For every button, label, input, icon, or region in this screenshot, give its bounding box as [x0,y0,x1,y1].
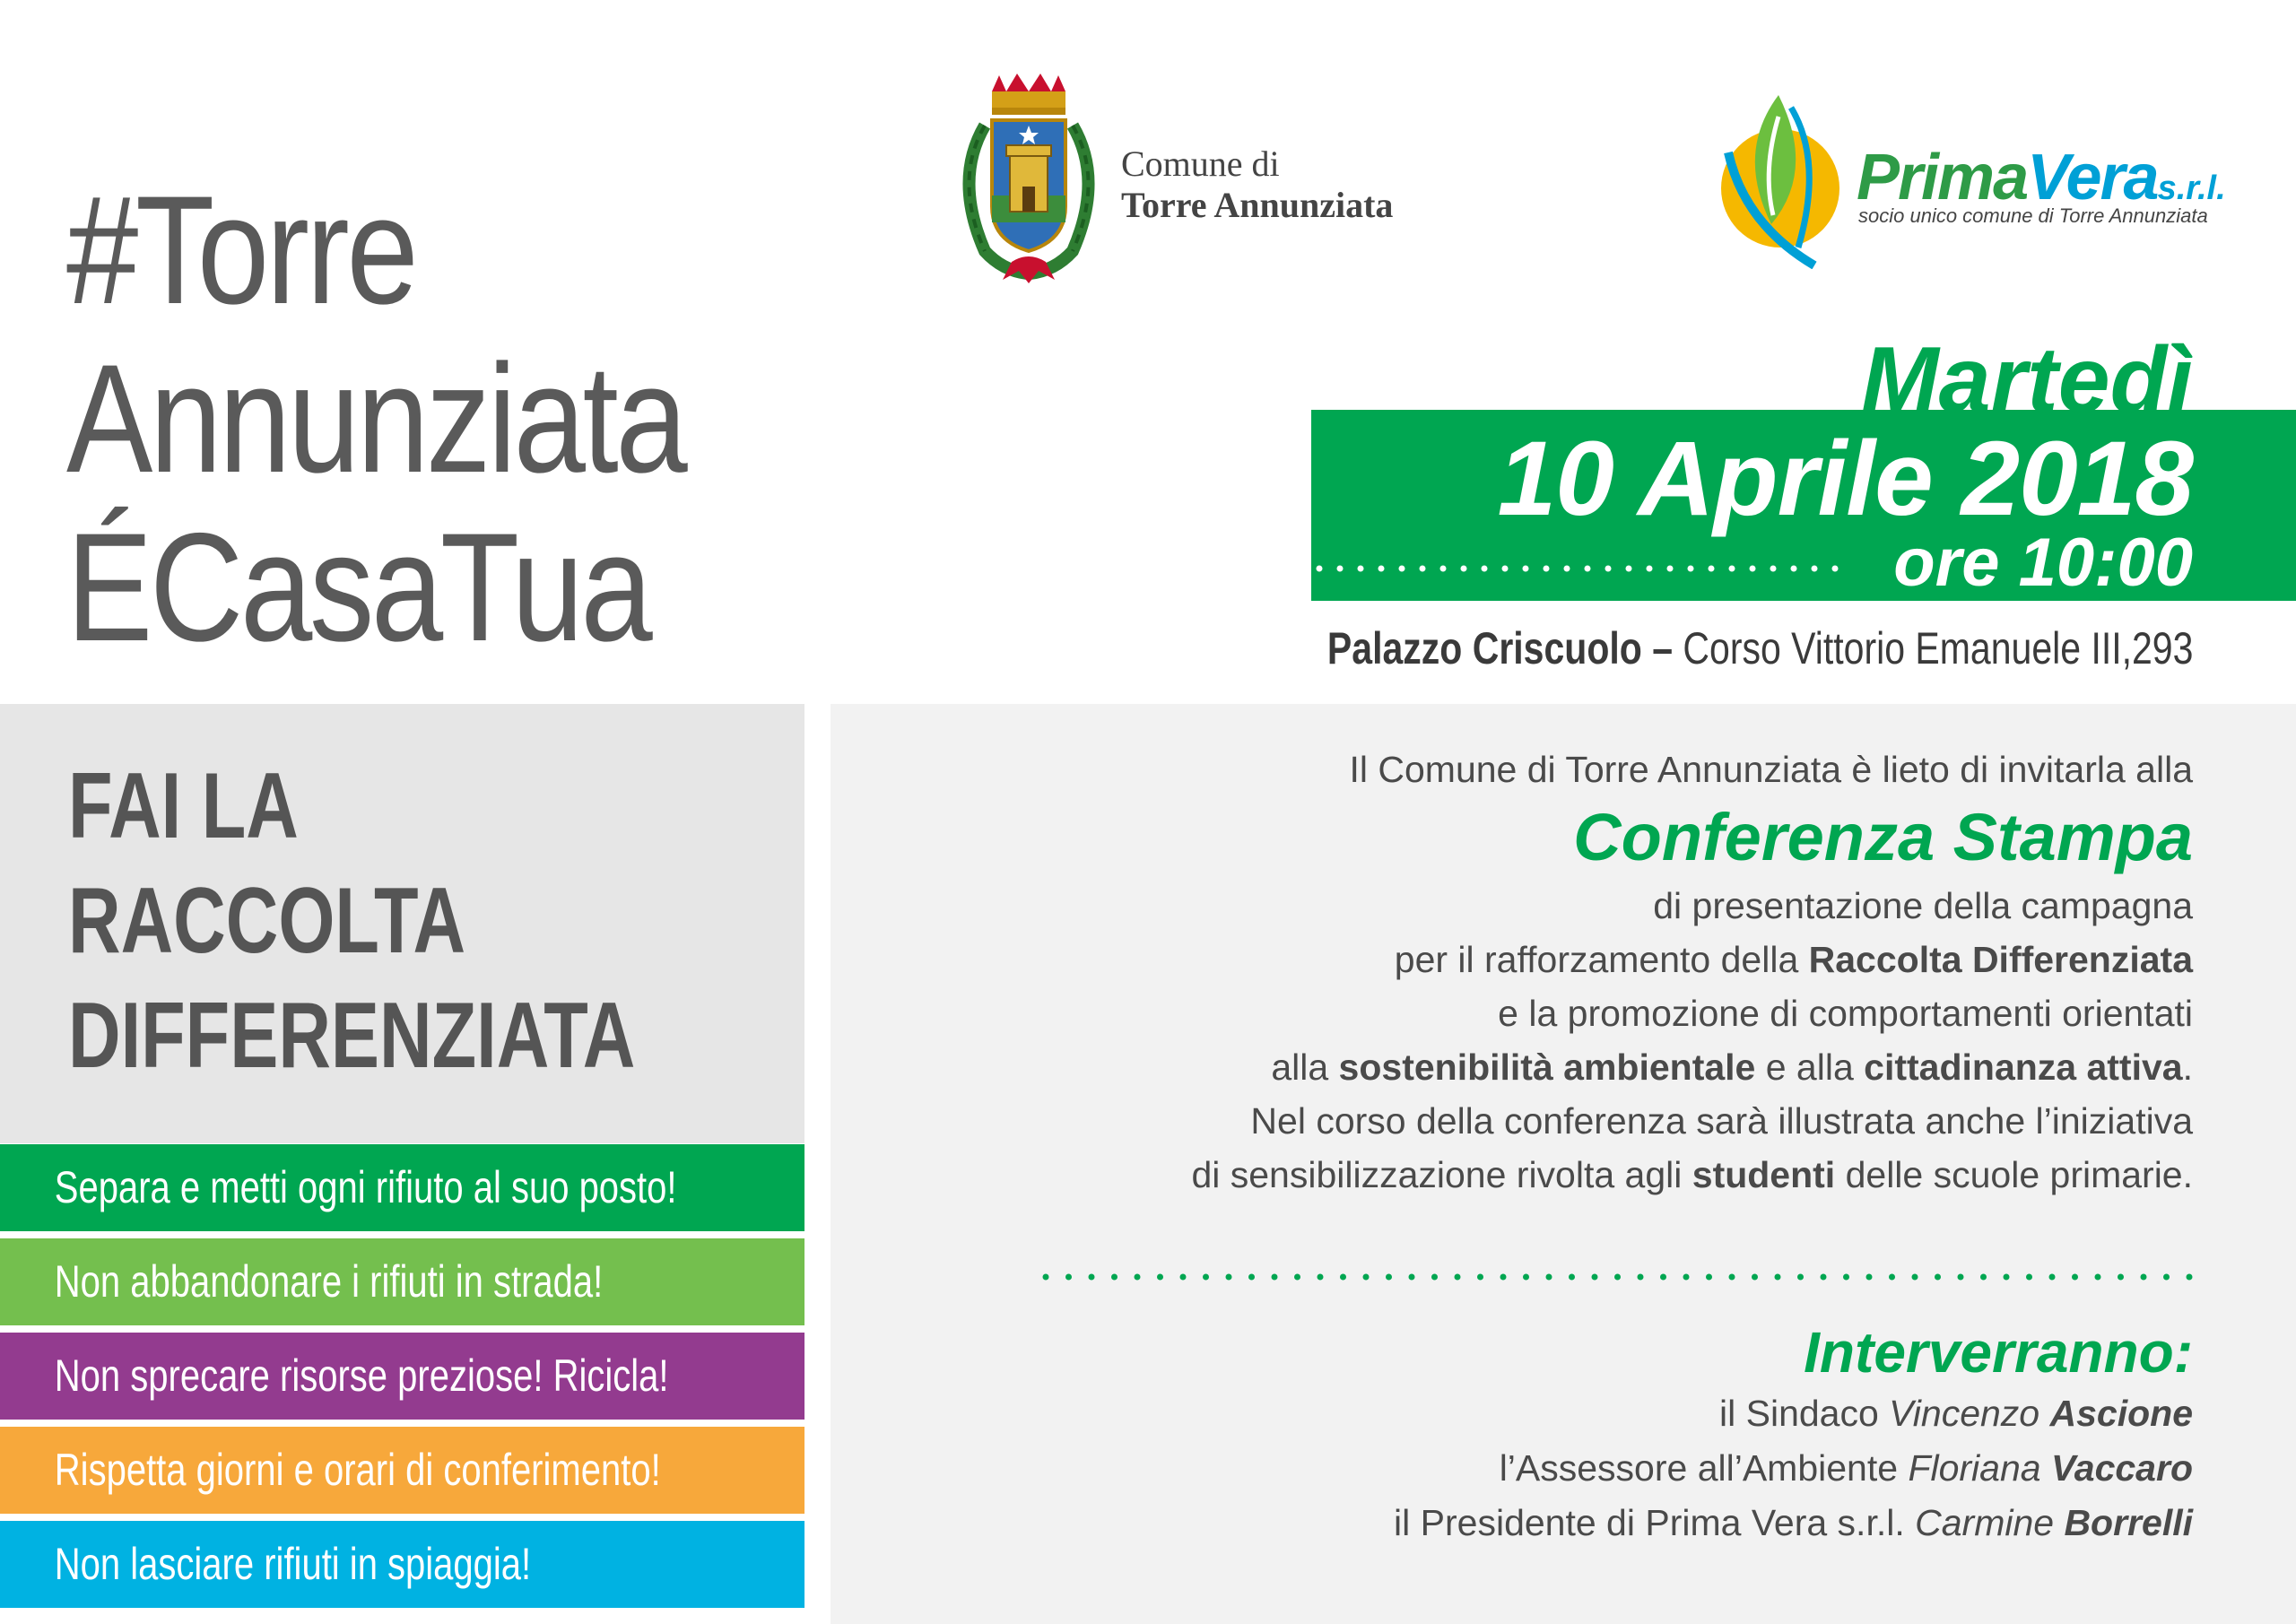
primavera-name-vera: Vera [2027,142,2158,213]
invitation-line-6-a: di sensibilizzazione rivolta agli [1191,1154,1692,1195]
invitation-line-6-c: delle scuole primarie. [1835,1154,2193,1195]
invitation-line-4-b: sostenibilità ambientale [1338,1046,1756,1088]
slogan-strip-5 [0,1521,804,1608]
dotted-separator-middle [1040,1272,2197,1282]
slogan-text-2: Non abbandonare i rifiuti in strada! [54,1256,604,1307]
speaker-1-role: il Sindaco [1719,1393,1890,1434]
speaker-3-last-name: Borrelli [2064,1502,2193,1543]
campaign-heading-line-1: FAI LA [68,754,299,858]
speaker-1 [897,1386,2193,1441]
slogan-strip-4 [0,1427,804,1514]
campaign-heading-line-2: RACCOLTA [68,869,466,973]
invitation-line-4 [897,1040,2193,1094]
invitation-line-2-bold: Raccolta Differenziata [1808,939,2193,980]
speakers-title: Interverranno: [1804,1320,2193,1385]
invitation-line-4-a: alla [1271,1046,1339,1088]
primavera-subtitle: socio unico comune di Torre Annunziata [1858,204,2208,227]
speaker-2-first-name: Floriana [1908,1447,2051,1489]
slogan-strip-1 [0,1144,804,1231]
venue-separator: – [1651,623,1673,673]
comune-name [1121,143,1393,226]
invitation-line-1: di presentazione della campagna [1653,885,2193,926]
speakers-section [897,1318,2193,1550]
campaign-heading-line-3: DIFFERENZIATA [68,984,636,1088]
event-time: ore 10:00 [1893,525,2193,601]
invitation-line-3: e la promozione di comportamenti orientati [1498,993,2193,1034]
invitation-line-6-b: studenti [1692,1154,1836,1195]
event-venue [897,621,2193,675]
slogan-text-1: Separa e metti ogni rifiuto al suo posto! [54,1162,677,1212]
hashtag-line-3: ÉCasaTua [66,501,650,673]
speaker-3 [897,1496,2193,1550]
primavera-name-prima: Prima [1857,142,2028,213]
invitation-line-5: Nel corso della conferenza sarà illustrata anche l’iniziativa [1250,1100,2193,1142]
invitation-line-4-d: cittadinanza attiva [1864,1046,2183,1088]
speaker-2 [897,1441,2193,1496]
primavera-leaf-logo-icon [1709,90,1841,269]
conference-title: Conferenza Stampa [1573,800,2193,874]
slogan-strip-2 [0,1238,804,1325]
comune-line-1: Comune di [1121,143,1280,184]
hashtag-line-2: Annunziata [66,333,685,505]
speaker-1-first-name: Vincenzo [1889,1393,2050,1434]
comune-coat-of-arms-icon [949,72,1109,287]
hashtag-title [66,164,685,673]
invitation-text [897,743,2193,1202]
speaker-2-last-name: Vaccaro [2050,1447,2193,1489]
invitation-line-2-text: per il rafforzamento della [1394,939,1809,980]
speaker-3-first-name: Carmine [1915,1502,2065,1543]
primavera-name-suffix: s.r.l. [2157,169,2226,207]
campaign-heading [68,749,635,1093]
invitation-line-2 [897,933,2193,986]
venue-name: Palazzo Criscuolo [1326,623,1642,673]
invitation-line-4-c: e alla [1755,1046,1865,1088]
hashtag-line-1: #Torre [66,164,416,336]
invitation-line-4-e: . [2182,1046,2193,1088]
speaker-1-last-name: Ascione [2049,1393,2193,1434]
speaker-2-role: l’Assessore all’Ambiente [1499,1447,1909,1489]
comune-line-2: Torre Annunziata [1121,185,1394,225]
slogan-text-4: Rispetta giorni e orari di conferimento! [54,1445,661,1495]
slogan-text-3: Non sprecare risorse preziose! Ricicla! [54,1350,669,1401]
speaker-3-role: il Presidente di Prima Vera s.r.l. [1394,1502,1916,1543]
event-day: Martedì [1861,328,2193,432]
slogan-text-5: Non lasciare rifiuti in spiaggia! [54,1539,532,1589]
venue-address: Corso Vittorio Emanuele III,293 [1682,623,2193,673]
invitation-intro: Il Comune di Torre Annunziata è lieto di invitarla alla [1349,749,2193,790]
slogan-strip-3 [0,1333,804,1420]
event-date: 10 Aprile 2018 [1497,420,2193,538]
invitation-line-6 [897,1148,2193,1202]
